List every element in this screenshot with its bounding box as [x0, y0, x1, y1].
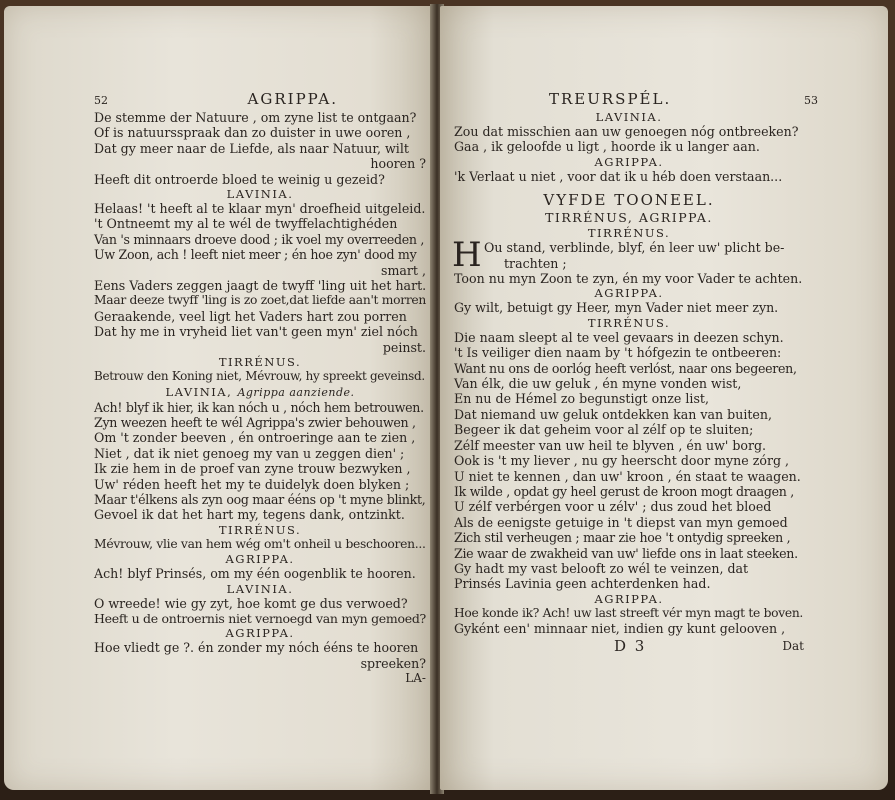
- speaker-name: TIRRÉNUS.: [218, 355, 302, 370]
- verse-line: Ik wilde , opdat gy heel gerust de kroon mogt draagen ,: [454, 483, 794, 499]
- verse-line: Gyként een' minnaar niet, indien gy kunt gelooven ,: [454, 621, 786, 637]
- verse-line: Gaa , ik geloofde u ligt , hoorde ik u langer aan.: [454, 139, 760, 155]
- right-page-number: 53: [804, 94, 818, 107]
- right-page: [440, 6, 888, 790]
- verse-line: Gy hadt my vast belooft zo wél te veinzen, dat: [454, 560, 749, 576]
- speaker-heading: [454, 110, 804, 124]
- right-catchword: Dat: [782, 638, 804, 653]
- verse-line: Ou stand, verblinde, blyf, én leer uw' plicht be-: [484, 240, 785, 256]
- speaker-heading: [94, 523, 426, 537]
- left-page-text: [94, 92, 426, 685]
- speaker-heading: [454, 592, 804, 606]
- verse-line: O wreede! wie gy zyt, hoe komt ge dus verwoed?: [94, 595, 408, 611]
- speaker-heading: [454, 316, 804, 330]
- verse-line: Maar t'élkens als zyn oog maar ééns op 't myne blinkt,: [94, 491, 426, 507]
- left-running-head: [94, 92, 426, 110]
- speaker-name: AGRIPPA.: [594, 286, 664, 301]
- verse-line: Betrouw den Koning niet, Mévrouw, hy spreekt geveinsd.: [94, 369, 425, 384]
- left-running-title: AGRIPPA.: [247, 90, 338, 108]
- speaker-name: AGRIPPA.: [225, 552, 295, 567]
- speaker-name: LAVINIA.: [226, 187, 294, 202]
- speaker-name: TIRRÉNUS.: [587, 315, 671, 330]
- verse-line: Niet , dat ik niet genoeg my van u zeggen dien' ;: [94, 445, 405, 461]
- verse-line-continuation: trachten ;: [504, 255, 567, 271]
- verse-line: Dat hy me in vryheid liet van't geen myn' ziel nóch: [94, 324, 418, 340]
- speaker-name: LAVINIA.: [226, 581, 294, 596]
- verse-line: U niet te kennen , dan uw' kroon , én staat te waagen.: [454, 468, 801, 484]
- right-page-body: [454, 110, 804, 637]
- speaker-heading: [94, 385, 426, 400]
- stage-direction: Agrippa aanziende.: [237, 385, 355, 399]
- verse-line: Dat gy meer naar de Liefde, als naar Natuur, wilt: [94, 140, 409, 156]
- left-page-number: 52: [94, 94, 108, 107]
- verse-line: Geraakende, veel ligt het Vaders hart zou porren: [94, 308, 407, 324]
- speaker-heading: [94, 626, 426, 640]
- verse-line: Zélf meester van uw heil te blyven , én uw' borg.: [454, 437, 767, 453]
- scene-characters: TIRRÉNUS, AGRIPPA.: [545, 210, 713, 226]
- verse-line: Van 's minnaars droeve dood ; ik voel my overreeden ,: [94, 231, 425, 247]
- verse-line: Die naam sleept al te veel gevaars in deezen schyn.: [454, 329, 784, 345]
- speaker-heading: [454, 286, 804, 300]
- verse-line: 't Ontneemt my al te wél de twyffelachtighéden: [94, 216, 398, 232]
- verse-line: Eens Vaders zeggen jaagt de twyff 'ling uit het hart.: [94, 278, 427, 294]
- verse-line: Heeft dit ontroerde bloed te weinig u gezeid?: [94, 171, 385, 187]
- speaker-name: TIRRÉNUS.: [218, 522, 302, 537]
- verse-line: Ook is 't my liever , nu gy heerscht door myne zórg ,: [454, 453, 790, 469]
- speaker-heading: [454, 155, 804, 169]
- left-page-body: [94, 110, 426, 671]
- verse-line: U zélf verbérgen voor u zélv' ; dus zoud het bloed: [454, 499, 772, 515]
- scene-heading: VYFDE TOONEEL.: [543, 191, 715, 210]
- verse-line: Zou dat misschien aan uw genoegen nóg ontbreeken?: [454, 124, 799, 139]
- verse-line-continuation: hooren ?: [370, 156, 426, 172]
- verse-line: Zie waar de zwakheid van uw' liefde ons in laat steeken.: [454, 545, 798, 561]
- verse-line-continuation: smart ,: [380, 262, 426, 278]
- speaker-name: LAVINIA.: [595, 110, 663, 124]
- verse-line: Ik zie hem in de proef van zyne trouw bezwyken ,: [94, 461, 411, 477]
- verse-line: Begeer ik dat geheim voor al zélf op te sluiten;: [454, 422, 754, 438]
- verse-line: Gy wilt, betuigt gy Heer, myn Vader niet meer zyn.: [454, 300, 779, 316]
- right-running-title: TREURSPÉL.: [549, 90, 672, 108]
- verse-line: Hoe konde ik? Ach! uw last streeft vér myn magt te boven.: [454, 605, 804, 620]
- verse-line: 'k Verlaat u niet , voor dat ik u héb doen verstaan...: [454, 168, 783, 184]
- verse-line: Heeft u de ontroernis niet vernoegd van myn gemoed?: [94, 610, 426, 626]
- signature-mark: D 3: [614, 636, 647, 655]
- drop-capital: H: [452, 235, 482, 276]
- verse-line: Hoe vliedt ge ?. én zonder my nóch ééns te hooren: [94, 640, 419, 656]
- verse-line: Helaas! 't heeft al te klaar myn' droefheid uitgeleid.: [94, 201, 426, 217]
- speaker-name: TIRRÉNUS.: [587, 226, 671, 241]
- speaker-name: AGRIPPA.: [594, 154, 664, 169]
- verse-line: Zyn weezen heeft te wél Agrippa's zwier behouwen ,: [94, 414, 416, 430]
- right-page-text: [452, 90, 818, 655]
- verse-line-continuation: peinst.: [382, 339, 426, 355]
- speaker-name: LAVINIA,: [165, 384, 233, 399]
- verse-line: Gevoel ik dat het hart my, tegens dank, ontzinkt.: [94, 507, 405, 523]
- verse-line: Ach! blyf Prinsés, om my één oogenblik te hooren.: [94, 566, 416, 582]
- verse-line: Uw' réden heeft het my te duidelyk doen blyken ;: [94, 476, 410, 492]
- verse-line: Want nu ons de oorlóg heeft verlóst, naar ons begeeren,: [454, 360, 797, 376]
- verse-line: Zich stil verheugen ; maar zie hoe 't ontydig spreeken ,: [454, 530, 791, 546]
- speaker-heading: [454, 226, 804, 240]
- verse-line: Om 't zonder beeven , én ontroeringe aan te zien ,: [94, 430, 416, 446]
- verse-line: Mévrouw, vlie van hem wég om't onheil u beschooren...: [94, 536, 426, 551]
- verse-line: Van élk, die uw geluk , én myne vonden wist,: [454, 376, 742, 392]
- verse-line: Prinsés Lavinia geen achterdenken had.: [454, 576, 711, 592]
- verse-line: Toon nu myn Zoon te zyn, én my voor Vader te achten.: [454, 271, 803, 287]
- verse-line: 't Is veiliger dien naam by 't hófgezin te ontbeeren:: [454, 345, 782, 361]
- verse-line: En nu de Hémel zo begunstigt onze list,: [454, 391, 709, 407]
- verse-line: Als de eenigste getuige in 't diepst van myn gemoed: [454, 514, 788, 530]
- speaker-heading: [94, 582, 426, 596]
- verse-line: Dat niemand uw geluk ontdekken kan van buiten,: [454, 406, 772, 422]
- speaker-heading: [94, 187, 426, 201]
- speaker-heading: [94, 355, 426, 369]
- speaker-name: AGRIPPA.: [225, 626, 295, 641]
- verse-line: Of is natuursspraak dan zo duister in uwe ooren ,: [94, 125, 411, 141]
- verse-line: Maar deeze twyff 'ling is zo zoet,dat liefde aan't morren: [94, 293, 426, 308]
- verse-line: De stemme der Natuure , om zyne list te ontgaan?: [94, 110, 417, 125]
- verse-line: Uw Zoon, ach ! leeft niet meer ; én hoe zyn' dood my: [94, 247, 417, 263]
- dropcap-paragraph: [452, 235, 804, 276]
- right-page-footer: [454, 636, 804, 655]
- verse-line-continuation: spreeken?: [360, 655, 426, 671]
- left-catchword: LA-: [405, 671, 426, 686]
- verse-line: Ach! blyf ik hier, ik kan nóch u , nóch hem betrouwen.: [94, 399, 424, 415]
- speaker-heading: [94, 552, 426, 566]
- left-page: [4, 6, 434, 790]
- speaker-name: AGRIPPA.: [594, 591, 664, 606]
- right-running-head: [454, 90, 818, 110]
